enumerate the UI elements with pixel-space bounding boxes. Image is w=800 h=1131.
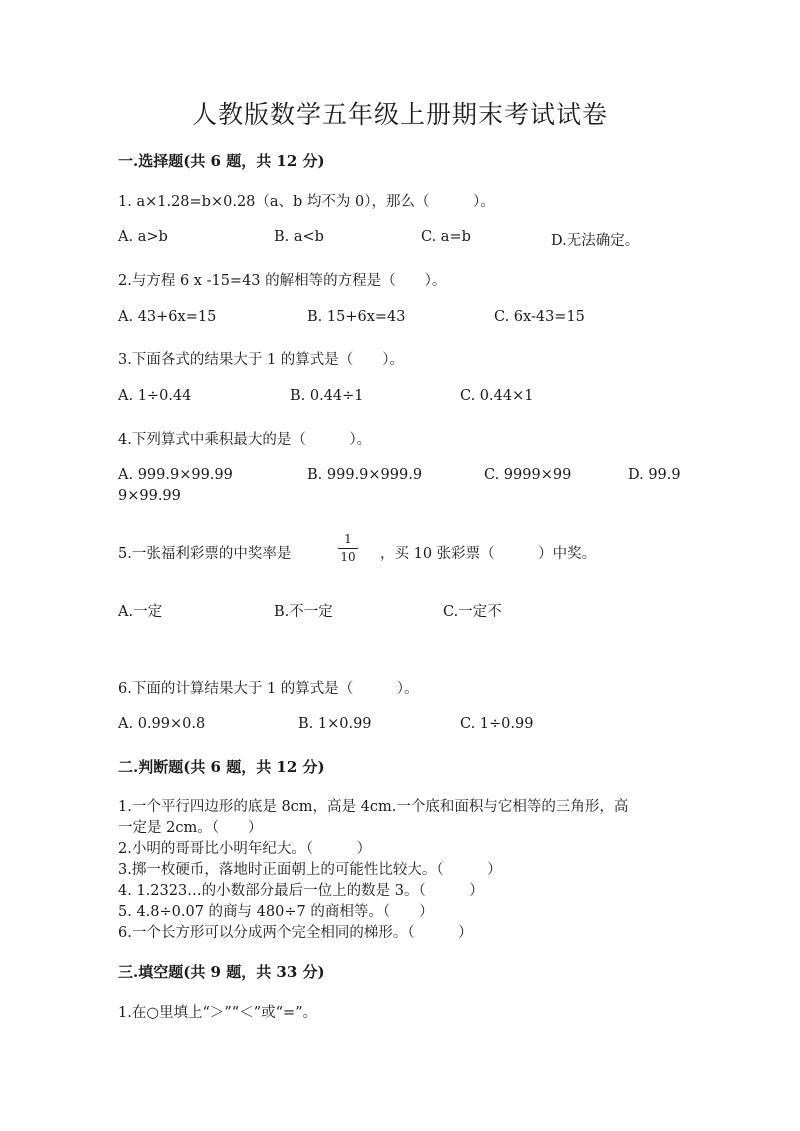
judge-line: 4. 1.2323…的小数部分最后一位上的数是 3。（ ） [118, 883, 484, 899]
option: C. a=b [421, 229, 471, 245]
fraction-bar [338, 548, 358, 549]
fraction-numerator: 1 [344, 532, 352, 546]
option: C. 0.44×1 [460, 388, 534, 404]
section-heading-judge: 二.判断题(共 6 题，共 12 分) [118, 758, 325, 776]
fraction [336, 532, 360, 565]
option: C. 9999×99 [484, 467, 572, 483]
option: A. 999.9×99.99 [118, 467, 233, 483]
judge-line: 一定是 2cm。（ ） [118, 820, 263, 836]
question-stem: 3.下面各式的结果大于 1 的算式是（ ）。 [118, 352, 405, 368]
option: B. 15+6x=43 [307, 309, 406, 325]
judge-line: 1.一个平行四边形的底是 8cm，高是 4cm.一个底和面积与它相等的三角形，高 [118, 799, 629, 815]
option: D.无法确定。 [551, 233, 640, 249]
option: A. 1÷0.44 [118, 388, 192, 404]
question-stem: 1. a×1.28=b×0.28（a、b 均不为 0），那么（ ）。 [118, 194, 495, 210]
fill-question: 1.在○里填上“＞”“＜”或“=”。 [118, 1005, 318, 1021]
judge-line: 3.掷一枚硬币，落地时正面朝上的可能性比较大。（ ） [118, 862, 502, 878]
section-heading-choice: 一.选择题(共 6 题，共 12 分) [118, 152, 325, 170]
option: C. 1÷0.99 [460, 716, 534, 732]
option: A.一定 [118, 604, 163, 620]
option: B. 0.44÷1 [290, 388, 364, 404]
judge-line: 6.一个长方形可以分成两个完全相同的梯形。（ ） [118, 925, 473, 941]
fraction-denominator: 10 [340, 550, 356, 564]
option: A. a>b [118, 229, 168, 245]
option: C. 6x-43=15 [494, 309, 585, 325]
question-stem: 2.与方程 6 x -15=43 的解相等的方程是（ ）。 [118, 273, 447, 289]
section-heading-fill: 三.填空题(共 9 题，共 33 分) [118, 963, 325, 981]
question-stem-continued: ，买 10 张彩票（ ）中奖。 [380, 546, 597, 562]
judge-line: 2.小明的哥哥比小明年纪大。（ ） [118, 841, 372, 857]
question-stem: 6.下面的计算结果大于 1 的算式是（ ）。 [118, 681, 419, 697]
option: B. 1×0.99 [298, 716, 372, 732]
option: A. 43+6x=15 [118, 309, 217, 325]
option: C.一定不 [443, 604, 502, 620]
question-stem: 4.下列算式中乘积最大的是（ ）。 [118, 432, 372, 448]
option: B.不一定 [274, 604, 333, 620]
option: A. 0.99×0.8 [118, 716, 206, 732]
option: D. 99.9 [628, 467, 681, 483]
option-continuation: 9×99.99 [118, 488, 181, 504]
question-stem: 5.一张福利彩票的中奖率是 [118, 546, 292, 562]
judge-line: 5. 4.8÷0.07 的商与 480÷7 的商相等。（ ） [118, 904, 434, 920]
page-title: 人教版数学五年级上册期末考试试卷 [191, 100, 608, 129]
option: B. 999.9×999.9 [307, 467, 423, 483]
option: B. a<b [274, 229, 324, 245]
